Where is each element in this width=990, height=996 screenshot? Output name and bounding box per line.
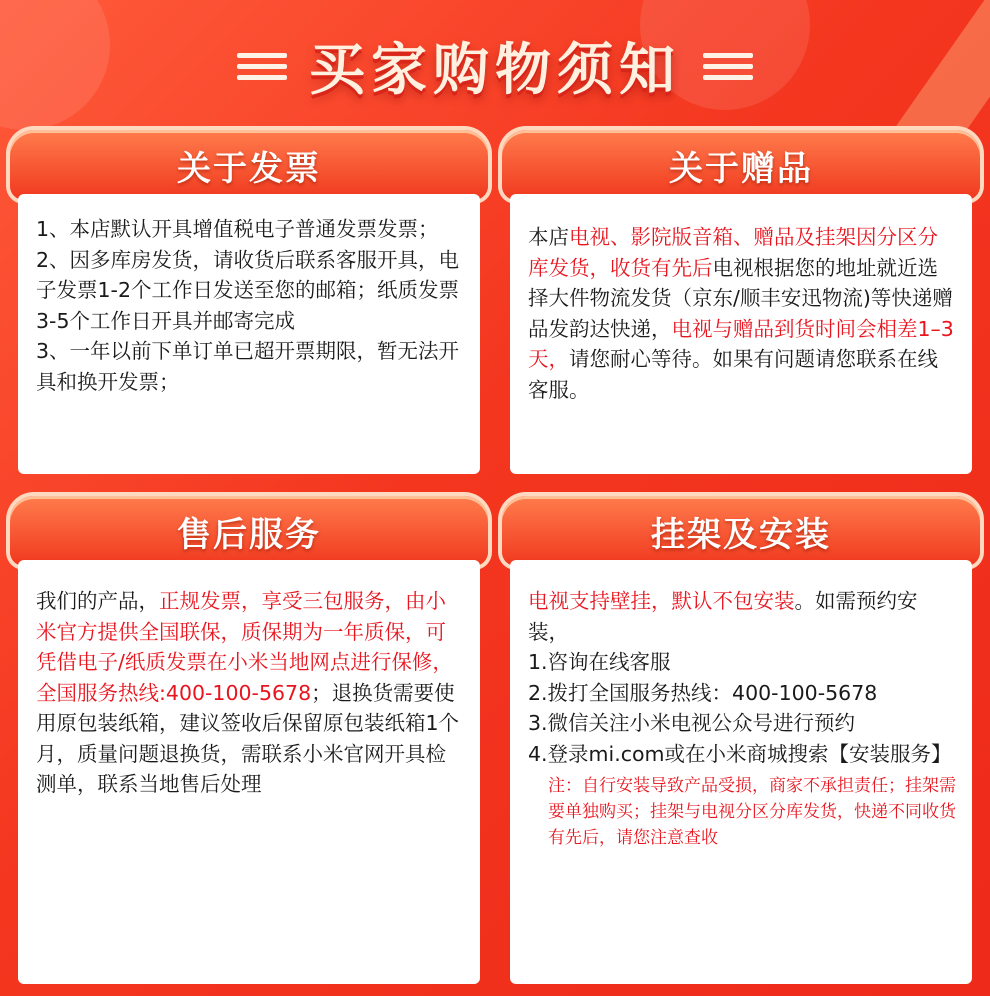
after-sales-highlight: 正规发票，享受三包服务，由小米官方提供全国联保，质保期为一年质保，可凭借电子/纸质发票在小米当地网点进行保修，全国服务热线:400-100-5678 bbox=[36, 589, 453, 705]
gifts-card-body bbox=[510, 194, 972, 474]
gifts-card-title: 关于赠品 bbox=[669, 148, 813, 189]
invoice-item: 2、因多库房发货，请收货后联系客服开具，电子发票1-2个工作日发送至您的邮箱；纸质发票3-5个工作日开具并邮寄完成 bbox=[36, 247, 460, 333]
invoice-card-body bbox=[18, 194, 480, 474]
after-sales-text: 我们的产品， bbox=[36, 589, 159, 613]
gifts-card bbox=[502, 130, 980, 474]
install-card-title: 挂架及安装 bbox=[651, 514, 831, 555]
after-sales-card-header bbox=[10, 496, 488, 566]
gifts-text: 请您耐心等待。如果有问题请您联系在线客服。 bbox=[528, 347, 938, 402]
install-step: 3.微信关注小米电视公众号进行预约 bbox=[528, 711, 856, 735]
gifts-highlight: 电视与赠品到货时间会相差1–3天， bbox=[528, 316, 954, 371]
invoice-card bbox=[10, 130, 488, 474]
after-sales-card bbox=[10, 496, 488, 984]
after-sales-text: ；退换货需要使用原包装纸箱，建议签收后保留原包装纸箱1个月，质量问题退换货，需联系小米官网开具检测单，联系当地售后处理 bbox=[36, 680, 460, 796]
install-text: 。如需预约安装， bbox=[528, 589, 918, 644]
invoice-item: 3、一年以前下单订单已超开票期限，暂无法开具和换开发票； bbox=[36, 339, 460, 394]
invoice-card-title: 关于发票 bbox=[177, 148, 321, 189]
gifts-highlight: 电视、影院版音箱、赠品及挂架因分区分库发货，收货有先后 bbox=[528, 225, 938, 280]
header-decoration-right bbox=[703, 53, 753, 80]
install-card-body bbox=[510, 560, 972, 984]
page-title: 买家购物须知 bbox=[309, 38, 681, 103]
install-step: 2.拨打全国服务热线：400-100-5678 bbox=[528, 680, 878, 705]
gifts-text: 电视根据您的地址就近选择大件物流发货（京东/顺丰安迅物流)等快递赠品发韵达快递， bbox=[528, 255, 953, 341]
install-note: 注：自行安装导致产品受损，商家不承担责任；挂架需要单独购买；挂架与电视分区分库发货，快递不同收货有先后，请您注意查收 bbox=[548, 776, 956, 848]
gifts-card-header bbox=[502, 130, 980, 200]
install-step: 4.登录mi.com或在小米商城搜索【安装服务】 bbox=[528, 741, 952, 766]
gifts-text: 本店 bbox=[528, 225, 569, 249]
install-card bbox=[502, 496, 980, 984]
after-sales-card-title: 售后服务 bbox=[177, 514, 321, 555]
after-sales-card-body bbox=[18, 560, 480, 984]
install-highlight: 电视支持壁挂，默认不包安装 bbox=[528, 589, 795, 613]
header-decoration-left bbox=[237, 53, 287, 80]
page-header bbox=[0, 16, 990, 116]
invoice-card-header bbox=[10, 130, 488, 200]
install-card-header bbox=[502, 496, 980, 566]
install-step: 1.咨询在线客服 bbox=[528, 650, 671, 674]
invoice-item: 1、本店默认开具增值税电子普通发票发票； bbox=[36, 217, 439, 241]
